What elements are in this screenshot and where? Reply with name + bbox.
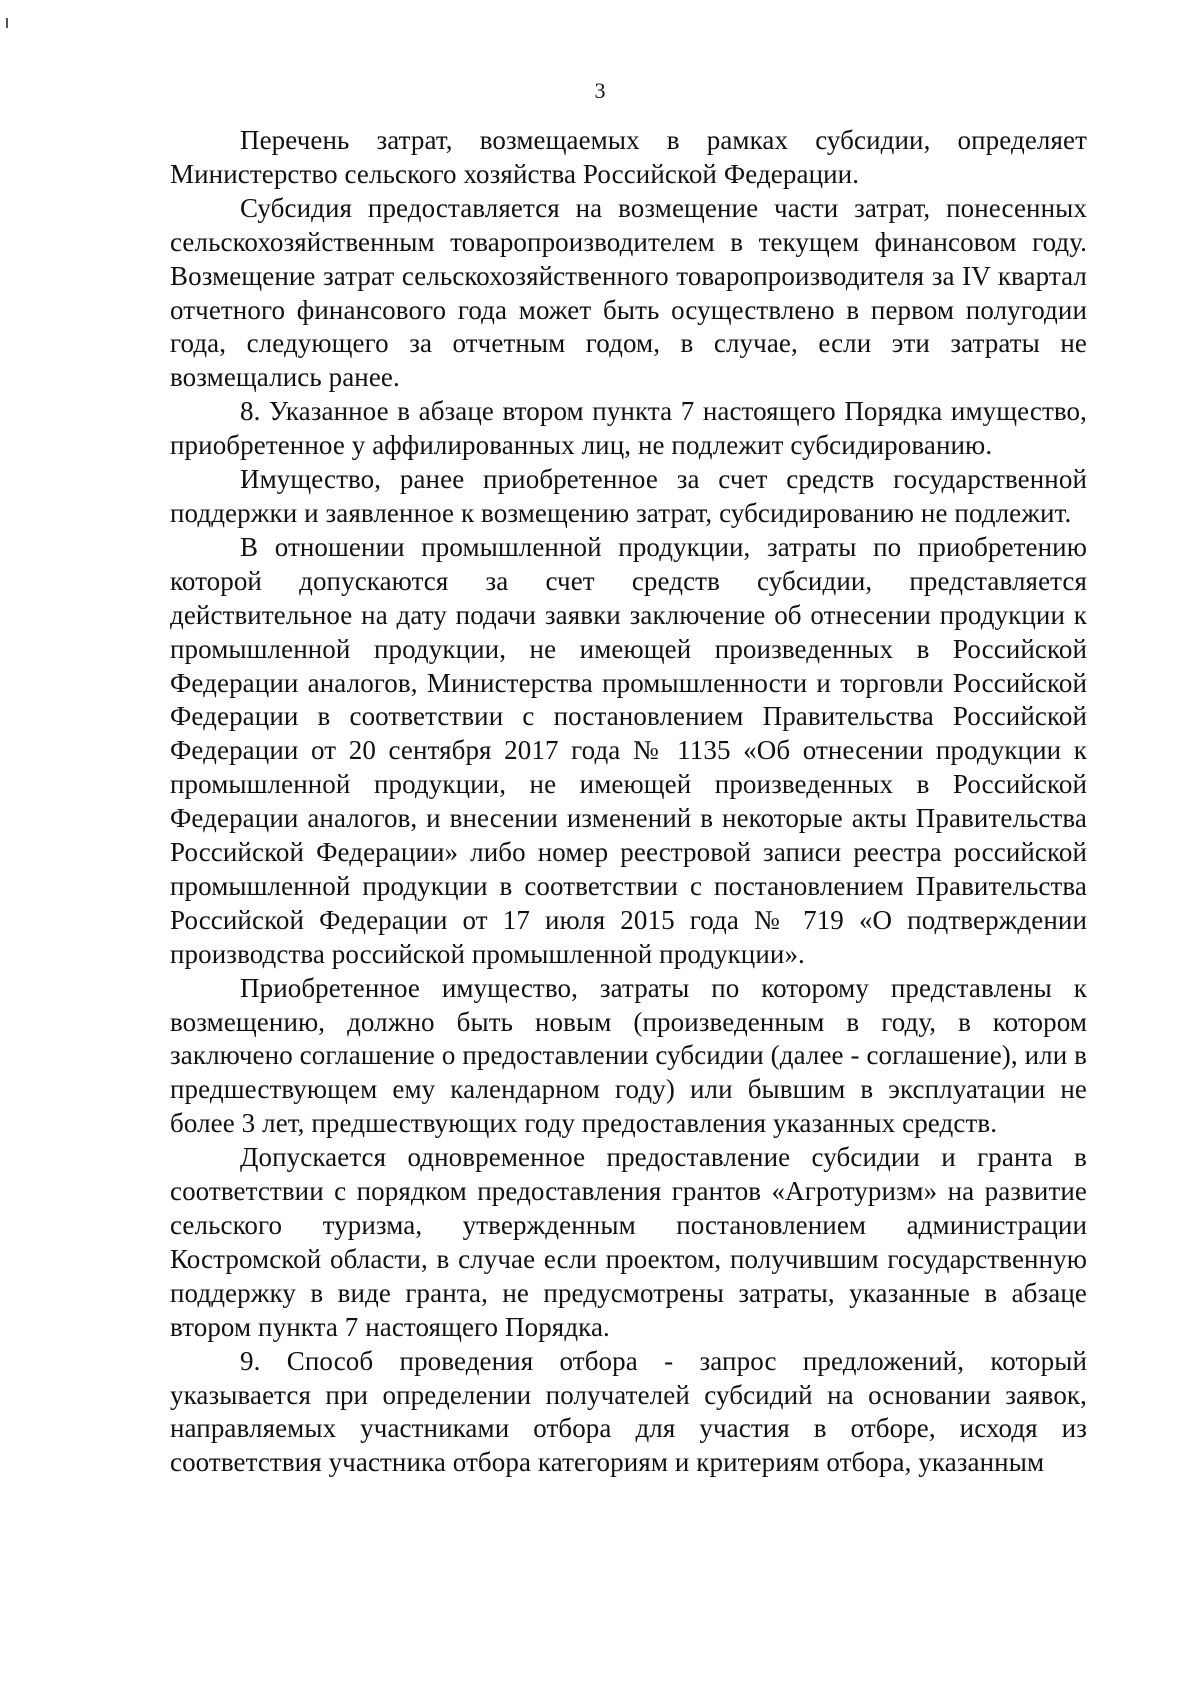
scan-artifact bbox=[6, 18, 8, 28]
paragraph-item-8: 8. Указанное в абзаце втором пункта 7 настоящего Порядка имущество, приобретенное у аффилированных лиц, не подлежит субсидированию. bbox=[170, 396, 1087, 461]
paragraph-subsidy-reimbursement: Субсидия предоставляется на возмещение части затрат, понесенных сельскохозяйственным товаропроизводителем в текущем финансовом году. Возмещение затрат сельскохозяйственного товаропроизводителя за IV квартал отчетного финансового года может быть осуществлено в первом полугодии года, следующего за отчетным годом, в случае, если эти затраты не возмещались ранее. bbox=[170, 192, 1087, 393]
paragraph-agrotourism-grant: Допускается одновременное предоставление субсидии и гранта в соответствии с порядком предоставления грантов «Агротуризм» на развитие сельского туризма, утвержденным постановлением администрации Костромской области, в случае если проектом, получившим государственную поддержку в виде гранта, не предусмотрены затраты, указанные в абзаце втором пункта 7 настоящего Порядка. bbox=[170, 1142, 1087, 1342]
paragraph-item-9: 9. Способ проведения отбора - запрос предложений, который указывается при определении получателей субсидий на основании заявок, направляемых участниками отбора для участия в отборе, исходя из соответствия участника отбора категориям и критериям отбора, указанным bbox=[170, 1345, 1087, 1478]
paragraph-new-property: Приобретенное имущество, затраты по которому представлены к возмещению, должно быть новым (произведенным в году, в котором заключено соглашение о предоставлении субсидии (далее - соглашение), или в предшествующем ему календарном году) или бывшим в эксплуатации не более 3 лет, предшествующих году предоставления указанных средств. bbox=[170, 972, 1087, 1139]
document-body bbox=[170, 124, 1087, 1480]
page-number: 3 bbox=[594, 78, 606, 103]
paragraph-industrial-products: В отношении промышленной продукции, затраты по приобретению которой допускаются за счет средств субсидии, представляется действительное на дату подачи заявки заключение об отнесении продукции к промышленной продукции, не имеющей произведенных в Российской Федерации аналогов, Министерства промышленности и торговли Российской Федерации в соответствии с постановлением Правительства Российской Федерации от 20 сентября 2017 года № 1135 «Об отнесении продукции к промышленной продукции, не имеющей произведенных в Российской Федерации аналогов, и внесении изменений в некоторые акты Правительства Российской Федерации» либо номер реестровой записи реестра российской промышленной продукции в соответствии с постановлением Правительства Российской Федерации от 17 июля 2015 года № 719 «О подтверждении производства российской промышленной продукции». bbox=[170, 531, 1087, 969]
paragraph-state-support-property: Имущество, ранее приобретенное за счет средств государственной поддержки и заявленное к возмещению затрат, субсидированию не подлежит. bbox=[170, 464, 1087, 528]
paragraph-cost-list: Перечень затрат, возмещаемых в рамках субсидии, определяет Министерство сельского хозяйства Российской Федерации. bbox=[170, 125, 1087, 189]
